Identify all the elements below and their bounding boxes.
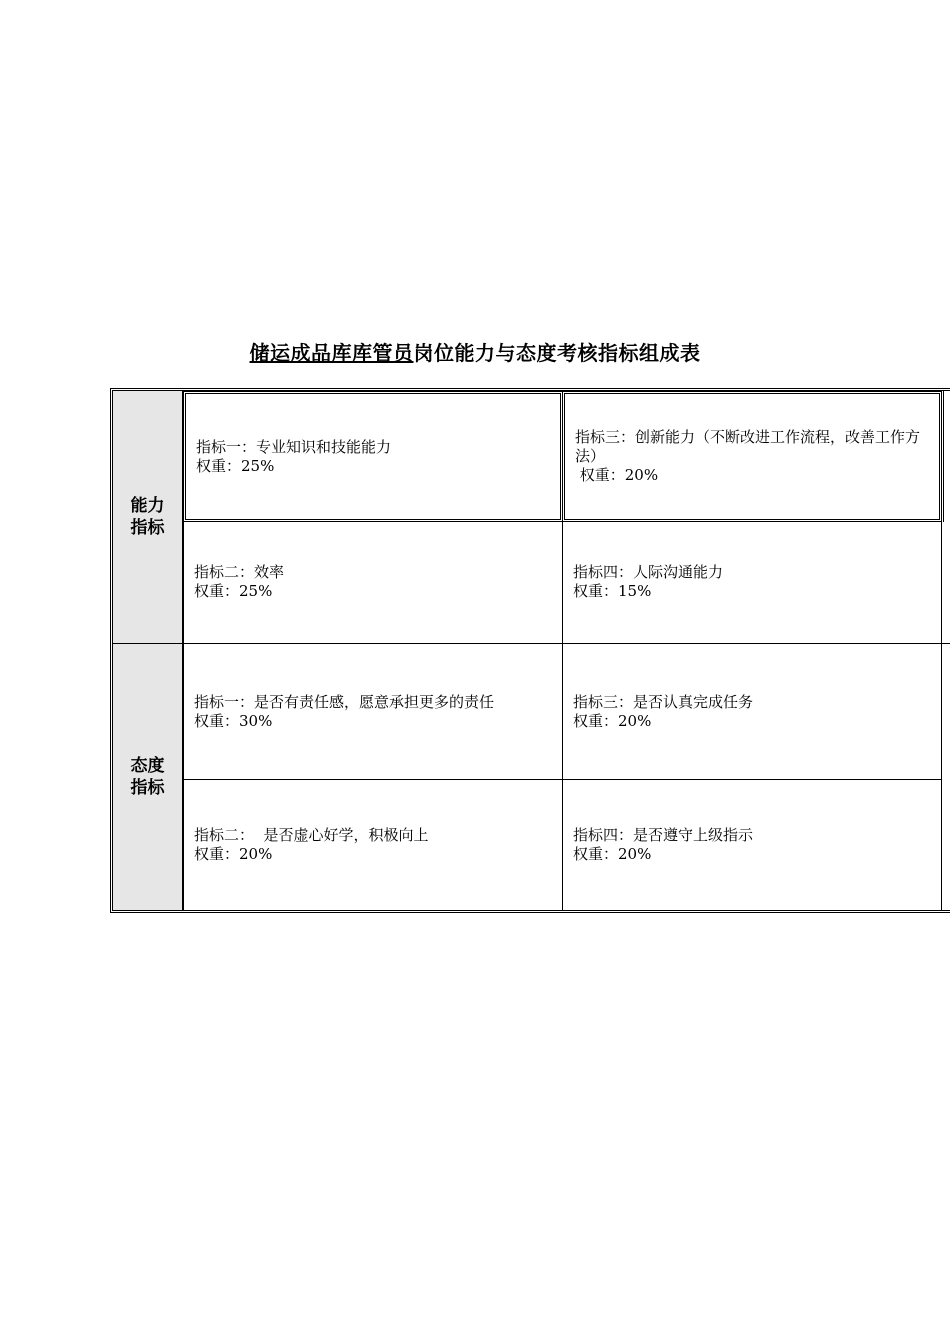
category-attitude: [113, 644, 183, 910]
indicator-weight: 权重：20%: [573, 711, 652, 730]
indicator-weight: 权重：20%: [194, 844, 273, 863]
indicator-name: 指标三：是否认真完成任务: [573, 692, 754, 711]
indicator-name: 指标一：是否有责任感，愿意承担更多的责任: [194, 692, 495, 711]
attitude-indicator-4: [562, 779, 942, 910]
ability-indicator-1: [183, 391, 563, 522]
title-rest-part: 岗位能力与态度考核指标组成表: [413, 341, 701, 365]
indicator-weight: 权重：25%: [194, 582, 273, 600]
indicator-weight: 权重：30%: [194, 711, 273, 730]
indicator-weight: 权重：20%: [575, 466, 659, 484]
indicator-name: 指标二： 是否虚心好学，积极向上: [194, 825, 429, 844]
indicator-weight: 权重：25%: [196, 456, 275, 475]
title-underlined-part: 储运成品库库管员: [249, 341, 414, 365]
indicator-weight: 权重：15%: [573, 582, 652, 600]
indicator-name: 指标一：专业知识和技能能力: [196, 437, 392, 456]
attitude-indicator-3: [562, 644, 942, 780]
table-edge-stub: [941, 391, 950, 522]
indicator-weight: 权重：20%: [573, 844, 652, 863]
category-ability-line1: 能力: [130, 496, 165, 516]
category-attitude-line1: 态度: [130, 756, 165, 776]
attitude-indicator-2: [183, 779, 563, 910]
indicator-name: 指标二：效率: [194, 563, 285, 581]
indicator-name: 指标四：是否遵守上级指示: [573, 825, 754, 844]
page-title: [0, 340, 950, 366]
category-ability: [113, 391, 183, 643]
category-ability-line2: 指标: [130, 518, 165, 538]
attitude-indicator-1: [183, 644, 563, 780]
indicator-name: 指标三：创新能力（不断改进工作流程，改善工作方法）: [575, 428, 921, 465]
ability-indicator-4: [562, 521, 942, 644]
category-attitude-line2: 指标: [130, 778, 165, 798]
table-edge-stub: [941, 521, 950, 910]
ability-indicator-2: [183, 521, 563, 644]
indicator-name: 指标四：人际沟通能力: [573, 563, 724, 581]
assessment-table: [110, 388, 950, 913]
ability-indicator-3: [562, 391, 942, 522]
